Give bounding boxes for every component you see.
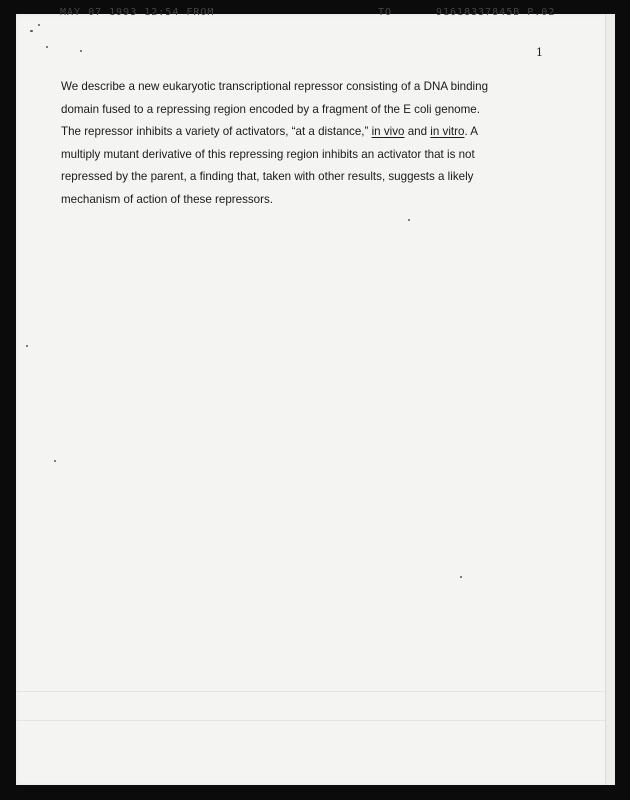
scan-speck — [26, 345, 28, 347]
abstract-line: We describe a new eukaryotic transcriptional repressor consisting of a DNA binding — [61, 80, 489, 93]
fax-header-left: MAY 07 1993 12:54 FROM — [60, 7, 215, 18]
abstract-line: repressed by the parent, a finding that, taken with other results, suggests a likely — [61, 170, 474, 183]
fax-transmission-header — [16, 7, 615, 21]
document-page — [16, 7, 615, 785]
abstract-line — [61, 121, 581, 144]
fax-header-mid: TO — [378, 7, 393, 18]
abstract-paragraph — [61, 76, 581, 211]
scan-speck — [30, 30, 33, 32]
abstract-text: . A — [464, 125, 478, 138]
scan-speck — [80, 50, 82, 52]
scan-artifact-line — [16, 720, 615, 721]
in-vitro-term: in vitro — [430, 125, 465, 138]
page-number: 1 — [536, 46, 543, 59]
abstract-line: multiply mutant derivative of this repressing region inhibits an activator that is not — [61, 147, 475, 161]
scan-artifact-line — [16, 691, 615, 692]
in-vivo-term: in vivo — [371, 125, 405, 138]
paper-edge — [605, 14, 615, 785]
scan-speck — [46, 46, 48, 48]
abstract-line: mechanism of action of these repressors. — [61, 192, 274, 206]
abstract-text: The repressor inhibits a variety of activators, “at a distance,” — [61, 125, 372, 138]
scan-speck — [408, 219, 410, 221]
scan-speck — [54, 460, 56, 462]
fax-header-right: 91618337845B P.02 — [436, 7, 556, 18]
abstract-line: domain fused to a repressing region encoded by a fragment of the E coli genome. — [61, 102, 480, 116]
abstract-text: and — [404, 125, 431, 138]
scan-speck — [460, 576, 462, 578]
scan-speck — [38, 24, 40, 26]
